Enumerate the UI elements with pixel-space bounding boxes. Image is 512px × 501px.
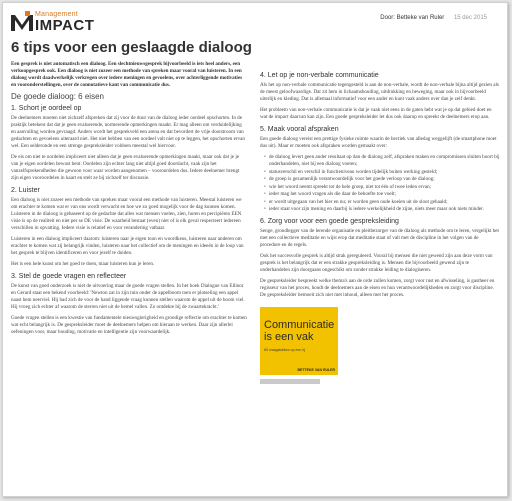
list-item: • wie het woord neemt spreekt tot de hele groep, niet tot één of twee leden ervan; [264,184,500,191]
section-5-title: 5. Maak vooral afspraken [260,126,339,133]
list-item: • er wordt uitgegaan van het hier en nu; er worden geen oude koeien uit de sloot gehaald; [264,199,500,206]
section-4-paragraph: Als het op non-verbale communicatie tegengesteld is aan de non-verbale, wordt de non-verbale bijna altijd gezien als de meest geloofwaardige. Dat zit hem in lichaamshouding, uitdrukking en beweging, maar ook in bijvoorbeeld uiterlijk en kleding. Dat is allemaal informatief voor een ander en kunt vaak anders over dan je zelf denkt. [260,82,499,102]
article-page [2,2,508,497]
list-item: • ieder mag het woord vragen als die daar de behoefte toe voelt; [264,191,500,198]
list-item: • de dialoog levert geen ander resultaat op dan de dialoog zelf, afspraken maken en compromissen sluiten hoort bij onderhandelen, niet bij een dialoog voeren; [264,154,500,168]
section-4-paragraph: Het probleem van non-verbale communicatie is dat je vaak niet eens in de gaten hebt wat je op dat gebied doet en wat de impact daarvan kan zijn. Een goede gespreksleider let dus ook daarop en spreekt de deelnemers erop aan. [260,107,492,120]
section-3-paragraph: Goede vragen stellen is een kwestie van fundamentele nieuwsgierigheid en grondige reflectie om erachter te komen wat echt belangrijk is. De gespreksleider moet de deelnemers helpen om hieraan te werken. Daar zijn allerlei oefeningen voor, maar houding, motivatie en intelligentie zijn voorwaardelijk. [11,315,247,335]
left-column [11,61,247,340]
list-item: • statusverschil en verschil in functieniveau worden tijdelijk buiten werking gesteld; [264,169,500,176]
section-6-paragraph: Ook het succesvolle gesprek is altijd strak gereguleerd. Vooral bij mensen die niet gewend zijn aan deze vorm van gesprek is het belangrijk dat er een strakke gespreksleiding is. Mensen die bijvoorbeeld gewend zijn te onderhandelen zijn doorgaans ongeschikt om zonder strakke leiding te dialogiseren. [260,253,493,273]
section-3-title: 3. Stel de goede vragen en reflecteer [11,273,127,280]
publish-date: 15 dec 2015 [453,15,487,21]
requirements-heading: De goede dialoog: 6 eisen [11,92,104,101]
logo-subtitle: Management [35,11,78,18]
article-meta [380,15,487,21]
author-name[interactable]: Door: Betteke van Ruler [380,15,445,21]
book-author: BETTEKE VAN RULER [297,368,335,372]
section-2-paragraph: Het is een hele kunst om het goed te doen, maar luisteren kun je leren. [11,261,155,267]
list-item: • ieder staat voor zijn mening en daarbij is iedere werkelijkheid de zijne, niets meer maar ook niets minder. [264,206,500,213]
article-title: 6 tips voor een geslaagde dialoog [11,39,252,56]
section-1-paragraph: De deelnemers moeten niet zichzelf afspreken dat zij voor de duur van de dialoog ieder oordeel opschorten. In de praktijk betekent dat dat je geen evaluerende, normerende opmerkingen maakt. Er mag alleen om verduidelijking en aanvulling worden gevraagd. Anders wordt het gesprekveld een arena en dat bevordert de vrije doorstroom van gedachten en gevoelens uiteraard niet. Het niet hebben van een oordeel valt niet op te leggen, het opschorten ervan wel. Een selderonde en een strenge gespreksleider voldoen meestal wel hiervoor. [11,115,245,149]
book-cover-band [260,379,320,384]
site-header [11,9,501,37]
right-column [260,67,500,387]
section-4-title: 4. Let op je non-verbale communicatie [260,72,379,79]
section-2-paragraph: Een dialoog is niet zozeer een methode van spreken maar vooral een methode van luisteren. Meestal luisteren we om erachter te komen wat er van ons wordt verwacht en hoe we zo goed mogelijk voor de dag kunnen komen. Luisteren in de dialoog is gebaseerd op de gedachte dat alles wat mensen voelen, zien, horen en percipiëren EEN visie is op de realiteit en niet per se DE visie. De waarheid bestaat (even) niet of is elk geval respecteert iedereen verschillen in opvatting. Iedere visie is relatief en voor verandering vatbaar. [11,197,242,231]
book-title: Communicatie is een vak [264,319,335,343]
logo-wordmark[interactable]: IMPACT [35,17,95,34]
section-1-paragraph: De eis om niet te oordelen impliceert niet alleen dat je geen evaluerende opmerkingen maakt, maar ook dat je je van je eigen oordelen bewust bent. Oordelen zijn echter lang niet altijd goed doordacht, vaak zijn het vanzelfsprekendheden die gewoon voor waar worden aangenomen – vooroordelen dus. Iedere deelnemer brengt zijn eigen vooroordelen in kaart en stelt ze bij zichzelf ter discussie. [11,154,240,181]
section-3-paragraph: De kunst van goed onderzoek is niet de uitvoering maar de goede vragen stellen. In het boek Dialogue van Ellinor en Gerard staat een bekend voorbeeld: 'Newton zat in zijn tuin onder de appelboom toen er plotseling een appel naast hem neerviel. Hij had zich de voor de hand liggende vraag kunnen stellen waarom de appel uit de boom viel. Hij vroeg zich echter af waarom de sterren niet uit de hemel vallen. Zo ontdekte hij de zwaartekracht.' [11,283,245,310]
book-subtitle: 60 vraagstukken op een rij [264,348,306,352]
management-impact-logo-icon[interactable] [11,11,33,33]
intro-paragraph: Een gesprek is niet automatisch een dialoog. Een slechtnieuwsgesprek bijvoorbeeld is iets heel anders, een verkoopgesprek ook. Een dialoog is niet zozeer een methode van spreken maar vooral van luisteren. In een dialoog wordt daadwerkelijk verkregen over iedere meningen en gevoelens, over achterliggende motivaties en vooronderstellingen, over de connotatieve kant van communicatie dus. [11,61,243,88]
section-2-paragraph: Luisteren in een dialoog impliceert daarom: luisteren naar je eigen toon en woordkeus, luisteren naar anderen om erachter te komen wat zij belangrijk vinden, luisteren naar het collectief om de meningen en ideeën in de loop van het gesprek te blijven identificeren en voor jezelf te duiden. [11,236,244,256]
section-1-title: 1. Schort je oordeel op [11,105,82,112]
book-cover-image[interactable] [260,307,338,387]
section-2-title: 2. Luister [11,187,40,194]
section-5-paragraph: Een goede dialoog vereist een prettige fysieke ruimte waarin de hectiek van alledag weggelijft (de smartphone moet dus uit). Maar er moeten ook afspraken worden gemaakt over: [260,136,497,149]
section-6-paragraph: De gespreksleider bespreekt welke thema's aan de orde zullen komen, zorgt voor rust en afwisseling, is gastheer en regisseur van het proces, houdt de deelnemers aan de eisen en hun verantwoordelijkheden en zorgt voor discipline. De gespreksleider bemoeit zich niet met inhoud, alleen met het proces. [260,278,495,298]
agreements-list [264,154,500,213]
section-6-title: 6. Zorg voor voor een goede gespreksleiding [260,218,399,225]
list-item: • de groep is gezamenlijk verantwoordelijk voor het goede verloop van de dialoog; [264,176,500,183]
section-6-paragraph: Senge, grondlegger van de lerende organisatie en pleitbezorger van de dialoog als methode om te leren, vergelijkt het met een collectieve meditatie en wijst erop dat meditatie staat of valt met de discipline in het volgen van de procedure en de regels. [260,228,499,248]
